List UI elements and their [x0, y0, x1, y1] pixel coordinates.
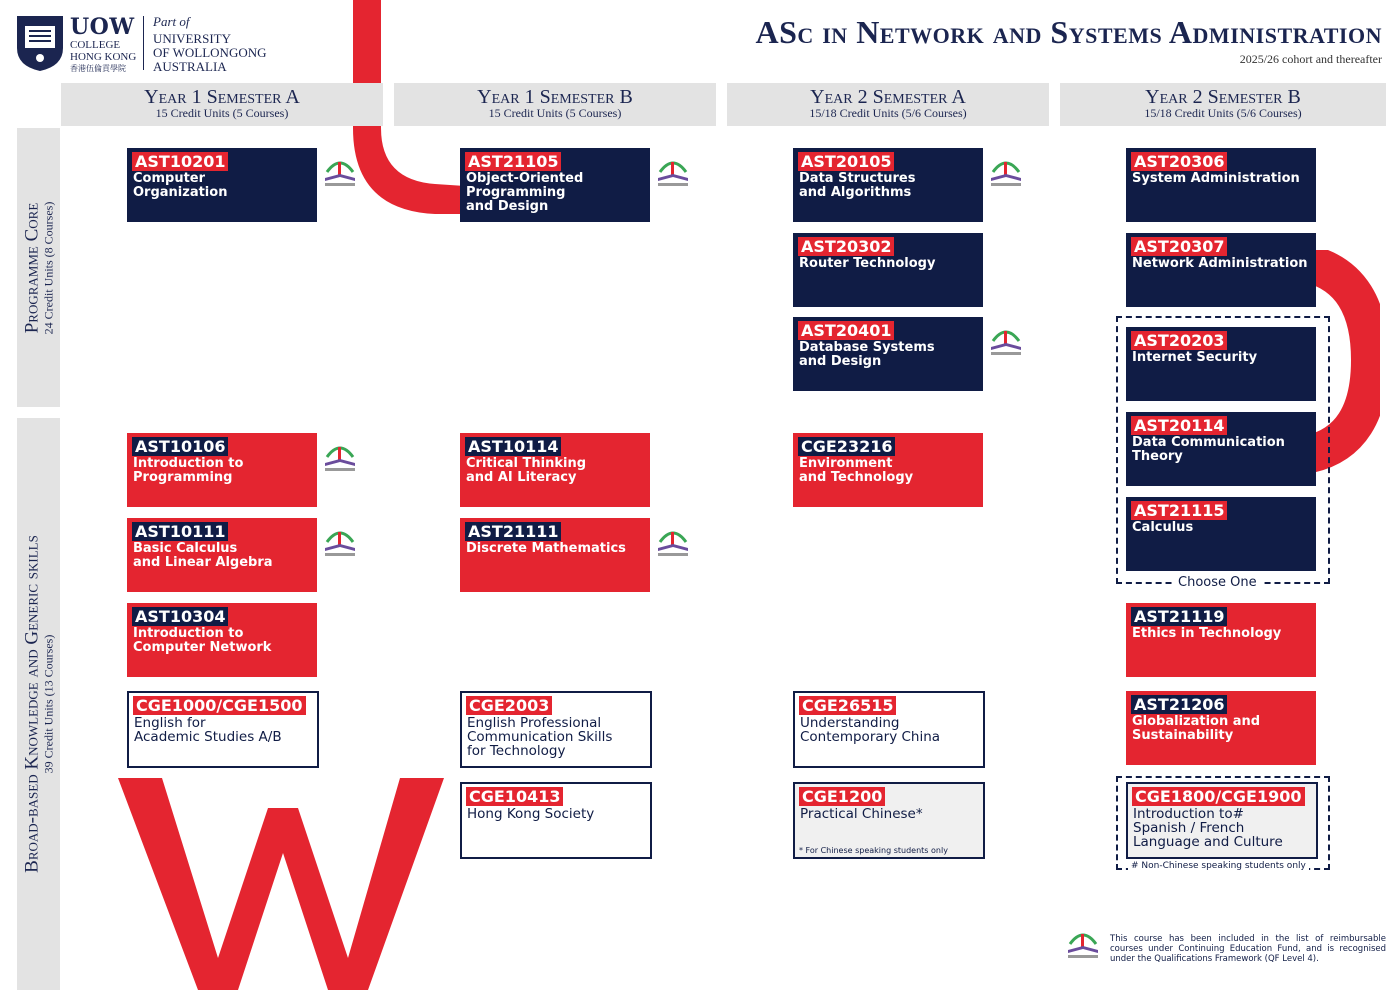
cef-logo-icon [321, 435, 359, 473]
course-name-line1: Critical Thinking [466, 456, 587, 471]
logo-divider [143, 16, 144, 70]
row-units: 39 Credit Units (13 Courses) [41, 634, 55, 774]
course-name-line1: System Administration [1132, 171, 1300, 186]
course-code: AST20307 [1131, 237, 1227, 256]
course-name-line1: Basic Calculus [133, 541, 238, 556]
course-name-line2: and AI Literacy [466, 470, 577, 485]
course-name [1132, 351, 1312, 365]
course-card-ast10114 [460, 433, 650, 507]
course-card-cge23216 [793, 433, 983, 507]
column-header-y2b [1060, 83, 1386, 126]
course-code: CGE1800/CGE1900 [1132, 787, 1305, 806]
course-name-line3: for Technology [467, 743, 566, 759]
cef-logo-icon [654, 520, 692, 558]
course-code: AST20302 [798, 237, 894, 256]
column-header-y1b [394, 83, 716, 126]
logo-uow-text: UOW [70, 14, 135, 40]
course-name [133, 542, 313, 570]
column-title: Year 1 Semester A [144, 86, 300, 108]
course-code: CGE1000/CGE1500 [133, 696, 306, 715]
course-card-cge1000-cge1500 [127, 691, 319, 768]
course-name [466, 457, 646, 485]
course-card-ast21111 [460, 518, 650, 592]
column-header-y1a [61, 83, 383, 126]
course-code: AST10111 [132, 522, 228, 541]
column-units: 15/18 Credit Units (5/6 Courses) [1144, 106, 1302, 120]
column-units: 15 Credit Units (5 Courses) [155, 106, 289, 120]
course-card-ast10304 [127, 603, 317, 677]
course-code: AST21115 [1131, 501, 1227, 520]
course-name [466, 172, 646, 214]
course-name [1132, 257, 1312, 271]
course-name [799, 341, 979, 369]
logo-college-text [70, 39, 136, 63]
course-card-ast20114 [1126, 412, 1316, 486]
course-name-line2: Contemporary China [800, 729, 941, 745]
column-header-y2a [727, 83, 1049, 126]
course-card-ast21206 [1126, 691, 1316, 765]
column-units: 15/18 Credit Units (5/6 Courses) [809, 106, 967, 120]
course-card-cge1800-cge1900 [1126, 782, 1318, 859]
course-name [1133, 807, 1312, 849]
course-name-line1: Introduction to [133, 626, 244, 641]
page-subtitle: 2025/26 cohort and thereafter [1239, 52, 1382, 66]
column-title: Year 1 Semester B [477, 86, 633, 108]
cef-logo-icon [321, 150, 359, 188]
course-card-ast10201 [127, 148, 317, 222]
course-code: CGE10413 [466, 787, 563, 806]
course-card-ast20306 [1126, 148, 1316, 222]
course-code: AST20401 [798, 321, 894, 340]
course-name [1132, 436, 1312, 464]
course-card-cge26515 [793, 691, 985, 768]
crest-icon [15, 14, 65, 72]
course-name-line1: Internet Security [1132, 350, 1258, 365]
course-code: AST10106 [132, 437, 228, 456]
course-code: CGE2003 [466, 696, 552, 715]
course-name-line1: Computer [133, 171, 206, 186]
course-code: AST21206 [1131, 695, 1227, 714]
course-name [467, 716, 646, 758]
course-card-ast10106 [127, 433, 317, 507]
course-name-line2: Programming [466, 185, 566, 200]
course-card-ast20401 [793, 317, 983, 391]
course-name [466, 542, 646, 556]
course-name [800, 716, 979, 744]
course-name-line1: Data Communication [1132, 435, 1285, 450]
course-card-ast20302 [793, 233, 983, 307]
logo-college-line2: HONG KONG [70, 51, 137, 63]
cef-logo-icon [654, 150, 692, 188]
course-name-line1: Globalization and [1132, 714, 1261, 729]
course-name-line2: Computer Network [133, 640, 272, 655]
row-title: Broad-based Knowledge and Generic skills [21, 535, 42, 873]
course-name-line1: Understanding [800, 715, 900, 731]
column-title: Year 2 Semester B [1145, 86, 1301, 108]
row-header-broad-based [17, 418, 60, 990]
course-name-line2: Academic Studies A/B [134, 729, 282, 745]
course-name-line1: Introduction to# [1133, 806, 1244, 822]
course-name-line1: Discrete Mathematics [466, 541, 626, 556]
logo-university-text [153, 32, 267, 74]
course-name [467, 807, 646, 821]
cef-logo-icon [321, 520, 359, 558]
column-title: Year 2 Semester A [810, 86, 966, 108]
logo-part-of: Part of [153, 14, 190, 29]
cef-logo-icon [987, 150, 1025, 188]
course-card-ast10111 [127, 518, 317, 592]
course-name [1132, 172, 1312, 186]
course-name-line1: Object-Oriented [466, 171, 584, 186]
row-header-programme-core [17, 128, 60, 407]
course-code: AST20306 [1131, 152, 1227, 171]
course-name [799, 257, 979, 271]
course-code: AST10201 [132, 152, 228, 171]
cef-logo-icon [987, 319, 1025, 357]
non-chinese-note: # Non-Chinese speaking students only [1128, 861, 1309, 871]
course-name [133, 172, 313, 200]
course-name-line1: English for [134, 715, 206, 731]
column-units: 15 Credit Units (5 Courses) [488, 106, 622, 120]
course-name [134, 716, 313, 744]
course-name-line2: and Linear Algebra [133, 555, 273, 570]
course-name [1132, 627, 1312, 641]
course-name [1132, 715, 1312, 743]
course-name-line2: Programming [133, 470, 233, 485]
course-card-ast20307 [1126, 233, 1316, 307]
course-code: CGE26515 [799, 696, 896, 715]
course-code: AST10114 [465, 437, 561, 456]
course-name [799, 172, 979, 200]
course-code: AST10304 [132, 607, 228, 626]
decorative-w-shape [118, 778, 448, 990]
course-code: CGE1200 [799, 787, 885, 806]
course-card-ast20203 [1126, 327, 1316, 401]
course-name-line1: Calculus [1132, 520, 1194, 535]
cef-logo-icon [1064, 922, 1102, 960]
course-name [133, 627, 313, 655]
uow-college-logo [15, 12, 285, 74]
course-note: * For Chinese speaking students only [799, 846, 948, 855]
course-card-cge10413 [460, 782, 652, 859]
choose-one-label: Choose One [1174, 575, 1261, 590]
course-card-cge2003 [460, 691, 652, 768]
logo-university-line2: OF WOLLONGONG [153, 45, 267, 60]
course-code: CGE23216 [798, 437, 895, 456]
legend-text: This course has been included in the list of reimbursable courses under Continuing Education Fund, and is recognised under the Qualifications Framework (QF Level 4). [1110, 934, 1386, 964]
logo-college-line1: COLLEGE [70, 39, 121, 51]
course-name-line2: Sustainability [1132, 728, 1234, 743]
course-name-line2: and Technology [799, 470, 914, 485]
course-name-line1: Data Structures [799, 171, 916, 186]
course-card-ast21115 [1126, 497, 1316, 571]
course-name-line1: Network Administration [1132, 256, 1308, 271]
course-code: AST20203 [1131, 331, 1227, 350]
course-name-line2: Theory [1132, 449, 1183, 464]
row-units: 24 Credit Units (8 Courses) [41, 201, 55, 334]
course-name-line1: Introduction to [133, 456, 244, 471]
course-name-line2: Spanish / French [1133, 820, 1245, 836]
course-name-line1: English Professional [467, 715, 602, 731]
course-name-line1: Environment [799, 456, 893, 471]
course-name-line2: Communication Skills [467, 729, 613, 745]
course-card-ast21105 [460, 148, 650, 222]
course-name-line1: Database Systems [799, 340, 935, 355]
logo-university-line3: AUSTRALIA [153, 59, 227, 74]
course-code: AST21111 [465, 522, 561, 541]
course-name-line1: Practical Chinese* [800, 806, 923, 822]
course-code: AST21105 [465, 152, 561, 171]
course-card-ast20105 [793, 148, 983, 222]
course-name-line1: Ethics in Technology [1132, 626, 1282, 641]
course-name-line3: Language and Culture [1133, 834, 1283, 850]
course-code: AST21119 [1131, 607, 1227, 626]
course-card-cge1200 [793, 782, 985, 859]
course-code: AST20105 [798, 152, 894, 171]
course-name-line1: Router Technology [799, 256, 936, 271]
course-name-line2: and Design [799, 354, 882, 369]
course-name [799, 457, 979, 485]
course-name [800, 807, 979, 821]
course-card-ast21119 [1126, 603, 1316, 677]
course-name-line3: and Design [466, 199, 549, 214]
logo-chinese-name: 香港伍倫貢學院 [70, 64, 126, 73]
logo-university-line1: UNIVERSITY [153, 31, 231, 46]
course-name-line2: Organization [133, 185, 228, 200]
page-title: ASc in Network and Systems Administration [755, 14, 1382, 50]
course-name [133, 457, 313, 485]
course-name [1132, 521, 1312, 535]
course-code: AST20114 [1131, 416, 1227, 435]
course-name-line2: and Algorithms [799, 185, 912, 200]
course-name-line1: Hong Kong Society [467, 806, 595, 822]
row-title: Programme Core [21, 202, 42, 333]
